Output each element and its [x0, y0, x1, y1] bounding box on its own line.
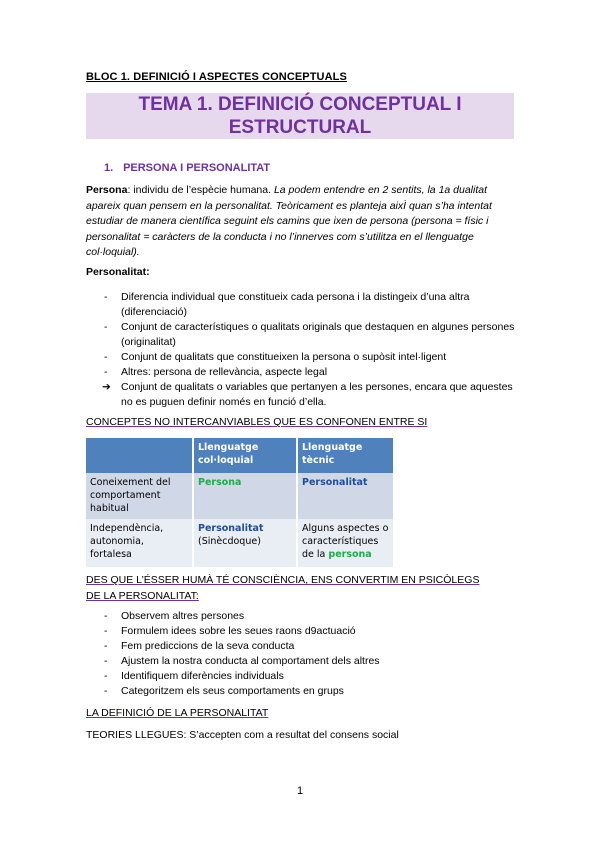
psicolegs-list — [104, 609, 520, 699]
list-item: ➔ Conjunt de qualitats o variables que pertanyen a les persones, encara que aquestes no es puguen definir només en funció d’ella. — [102, 381, 513, 408]
list-item: - Observem altres persones — [104, 610, 245, 622]
list-item: - Categoritzem els seus comportaments en grups — [104, 685, 344, 697]
list-item: - Fem prediccions de la seva conducta — [104, 640, 295, 652]
list-item: - Identifiquem diferències individuals — [104, 670, 284, 682]
bloc-heading: BLOC 1. DEFINICIÓ I ASPECTES CONCEPTUALS — [86, 71, 347, 83]
list-item: - Conjunt de qualitats que constitueixen la persona o supòsit intel·ligent — [104, 351, 447, 363]
section-number: 1. — [104, 162, 114, 174]
table-header-cell: Llenguatge col·loquial — [193, 438, 297, 473]
table-header-cell: Llenguatge tècnic — [297, 438, 393, 473]
teories-text: TEORIES LLEGUES: S’accepten com a resultat del consens social — [86, 729, 399, 741]
table-row — [86, 473, 393, 519]
tema-title-line2: ESTRUCTURAL — [228, 117, 372, 138]
conceptes-heading: CONCEPTES NO INTERCANVIABLES QUE ES CONFONEN ENTRE SI — [86, 416, 428, 428]
tema-title-line1: TEMA 1. DEFINICIÓ CONCEPTUAL I — [138, 94, 462, 115]
table-cell: Alguns aspectes o característiques de la persona — [297, 519, 393, 567]
list-item: - Formulem idees sobre les seues raons d9actuació — [104, 625, 356, 637]
psicolegs-heading: DES QUE L’ÉSSER HUMÀ TÉ CONSCIÈNCIA, ENS CONVERTIM EN PSICÒLEGS DE LA PERSONALITAT: — [86, 574, 480, 602]
tema-title — [86, 93, 514, 139]
list-item: - Ajustem la nostra conducta al comportament dels altres — [104, 655, 380, 667]
concepts-table — [86, 438, 393, 567]
section-heading-persona — [104, 162, 270, 174]
table-cell: Persona — [193, 473, 297, 519]
section-title: PERSONA I PERSONALITAT — [123, 162, 271, 174]
table-cell: Personalitat (Sinècdoque) — [193, 519, 297, 567]
persona-paragraph — [86, 183, 516, 261]
table-header-cell — [86, 438, 193, 473]
persona-definition: : individu de l’espècie humana. — [127, 184, 274, 196]
persona-term: Persona — [86, 184, 128, 196]
list-item: - Diferencia individual que constitueix cada persona i la distingeix d’una altra (diferenciació) — [104, 291, 470, 318]
table-row — [86, 519, 393, 567]
personalitat-label: Personalitat: — [86, 266, 150, 278]
page-number: 1 — [296, 785, 304, 797]
list-item: - Conjunt de característiques o qualitats originals que destaquen en algunes persones (originalitat) — [104, 321, 515, 348]
list-item: - Altres: persona de rellevància, aspecte legal — [104, 366, 328, 378]
definicio-heading: LA DEFINICIÓ DE LA PERSONALITAT — [86, 707, 269, 719]
persona-italic-text: La podem entendre en 2 sentits, la 1a dualitat apareix quan pensem en la personalitat. Teòricament es planteja aixÌ quan s’ha intentat estudiar de manera científica seguint els camins que ixen de persona (persona = físic i personalitat = caràcters de la conducta i no l’innerves com s’utilitza en el llenguatge col·loquial). — [86, 184, 492, 258]
table-header-row — [86, 438, 393, 473]
table-cell: Coneixement del comportament habitual — [86, 473, 193, 519]
table-cell: Independència, autonomia, fortalesa — [86, 519, 193, 567]
arrow-icon: ➔ — [102, 381, 111, 393]
table-cell: Personalitat — [297, 473, 393, 519]
personalitat-list — [104, 290, 520, 410]
